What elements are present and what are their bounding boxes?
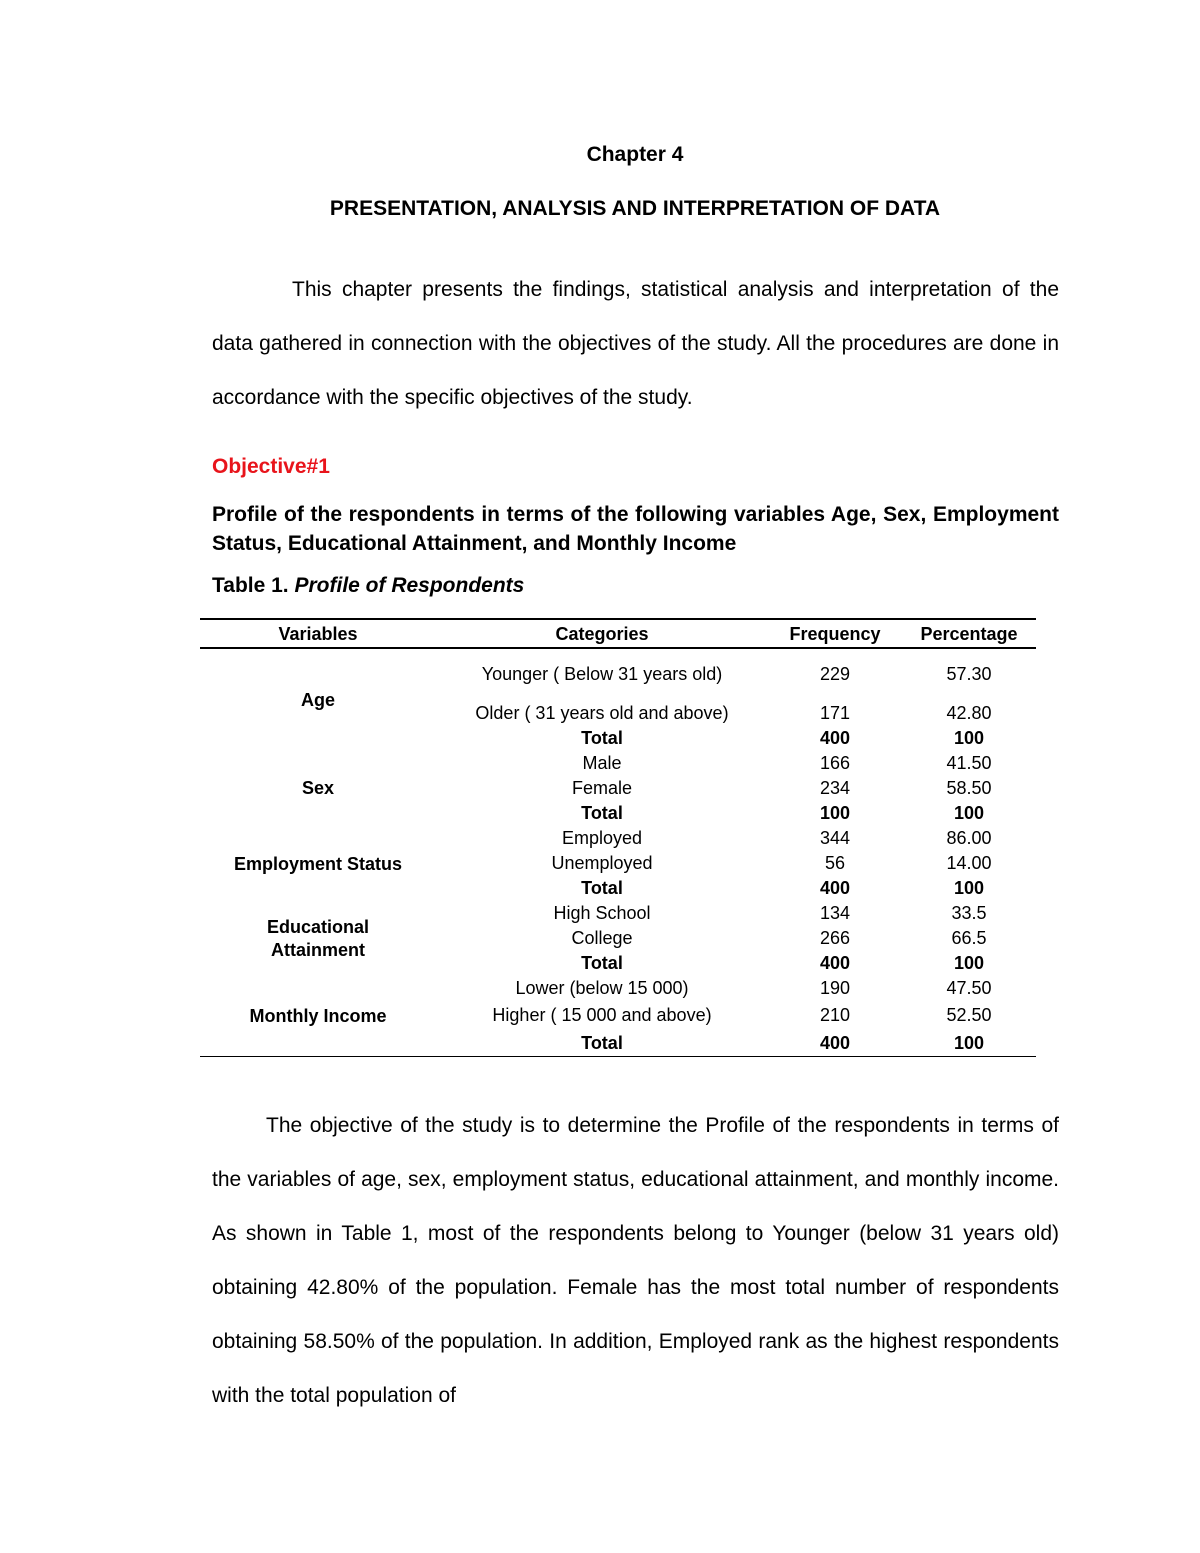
table-cell: Unemployed [551, 853, 653, 873]
table-cell: Higher ( 15 000 and above) [492, 1005, 712, 1025]
table-cell: 210 [819, 1005, 851, 1025]
total-cell: 400 [819, 1033, 851, 1053]
table-cell: Female [571, 778, 633, 798]
table-caption [212, 574, 524, 598]
intro-paragraph-text: This chapter presents the findings, statistical analysis and interpretation of the data gathered in connection with the objectives of the study. All the procedures are done in accordance with the specific objectives of the study. [212, 278, 1059, 409]
total-cell: 400 [819, 728, 851, 748]
intro-paragraph [212, 263, 1059, 425]
total-cell: Total [581, 728, 623, 748]
total-cell: 100 [953, 878, 985, 898]
table-cell: 171 [819, 703, 851, 723]
table-cell: 190 [819, 978, 851, 998]
table-cell: 234 [819, 778, 851, 798]
table-cell: 56 [824, 853, 846, 873]
chapter-number: Chapter 4 [586, 143, 684, 166]
variable-monthly-income: Monthly Income [249, 1006, 387, 1026]
table-caption-title: Profile of Respondents [294, 574, 525, 597]
total-cell: Total [581, 803, 623, 823]
variable-educational-attainment [200, 916, 436, 962]
variable-employment-status: Employment Status [233, 854, 403, 874]
table-cell: 42.80 [946, 703, 992, 723]
table-top-rule [200, 618, 1036, 620]
table-cell: 166 [819, 753, 851, 773]
table-cell: Lower (below 15 000) [515, 978, 689, 998]
objective-heading: Profile of the respondents in terms of the following variables Age, Sex, Employment Status, Educational Attainment, and Monthly Income [212, 503, 1059, 555]
table-cell: 266 [819, 928, 851, 948]
variable-age: Age [300, 690, 335, 710]
table-cell: 47.50 [946, 978, 992, 998]
total-cell: Total [581, 953, 623, 973]
total-cell: Total [581, 878, 623, 898]
table-cell: 14.00 [946, 853, 992, 873]
discussion-paragraph-text: The objective of the study is to determine the Profile of the respondents in terms of the variables of age, sex, employment status, educational attainment, and monthly income. As shown in Table 1, most of the respondents belong to Younger (below 31 years old) obtaining 42.80% of the population. Female has the most total number of respondents obtaining 58.50% of the population. In addition, Employed rank as the highest respondents with the total population of [212, 1114, 1059, 1407]
table-cell: 33.5 [951, 903, 987, 923]
table-cell: 134 [819, 903, 851, 923]
table-cell: 52.50 [946, 1005, 992, 1025]
table-cell: Employed [561, 828, 643, 848]
table-cell: Male [582, 753, 622, 773]
header-categories: Categories [555, 624, 649, 644]
table-header-rule [200, 647, 1036, 649]
total-cell: 400 [819, 953, 851, 973]
table-cell: 229 [819, 664, 851, 684]
table-cell: 86.00 [946, 828, 992, 848]
total-cell: 100 [953, 803, 985, 823]
table-cell: Older ( 31 years old and above) [475, 703, 729, 723]
table-cell: 66.5 [951, 928, 987, 948]
header-frequency: Frequency [789, 624, 881, 644]
table-cell: College [571, 928, 633, 948]
total-cell: Total [581, 1033, 623, 1053]
table-cell: 41.50 [946, 753, 992, 773]
header-variables: Variables [278, 624, 358, 644]
table-cell: 58.50 [946, 778, 992, 798]
total-cell: 100 [953, 728, 985, 748]
variable-sex: Sex [301, 778, 335, 798]
table-cell: Younger ( Below 31 years old) [481, 664, 723, 684]
table-cell: High School [553, 903, 651, 923]
chapter-title: PRESENTATION, ANALYSIS AND INTERPRETATION OF DATA [329, 197, 941, 220]
objective-label: Objective#1 [212, 455, 330, 478]
variable-educational-line1: Educational [266, 917, 369, 937]
total-cell: 100 [819, 803, 851, 823]
header-percentage: Percentage [920, 624, 1018, 644]
total-cell: 400 [819, 878, 851, 898]
table-bottom-rule [200, 1056, 1036, 1057]
table-cell: 57.30 [946, 664, 992, 684]
total-cell: 100 [953, 953, 985, 973]
table-caption-prefix: Table 1. [212, 574, 295, 597]
total-cell: 100 [953, 1033, 985, 1053]
discussion-paragraph [212, 1099, 1059, 1423]
table-cell: 344 [819, 828, 851, 848]
variable-educational-line2: Attainment [271, 940, 365, 960]
